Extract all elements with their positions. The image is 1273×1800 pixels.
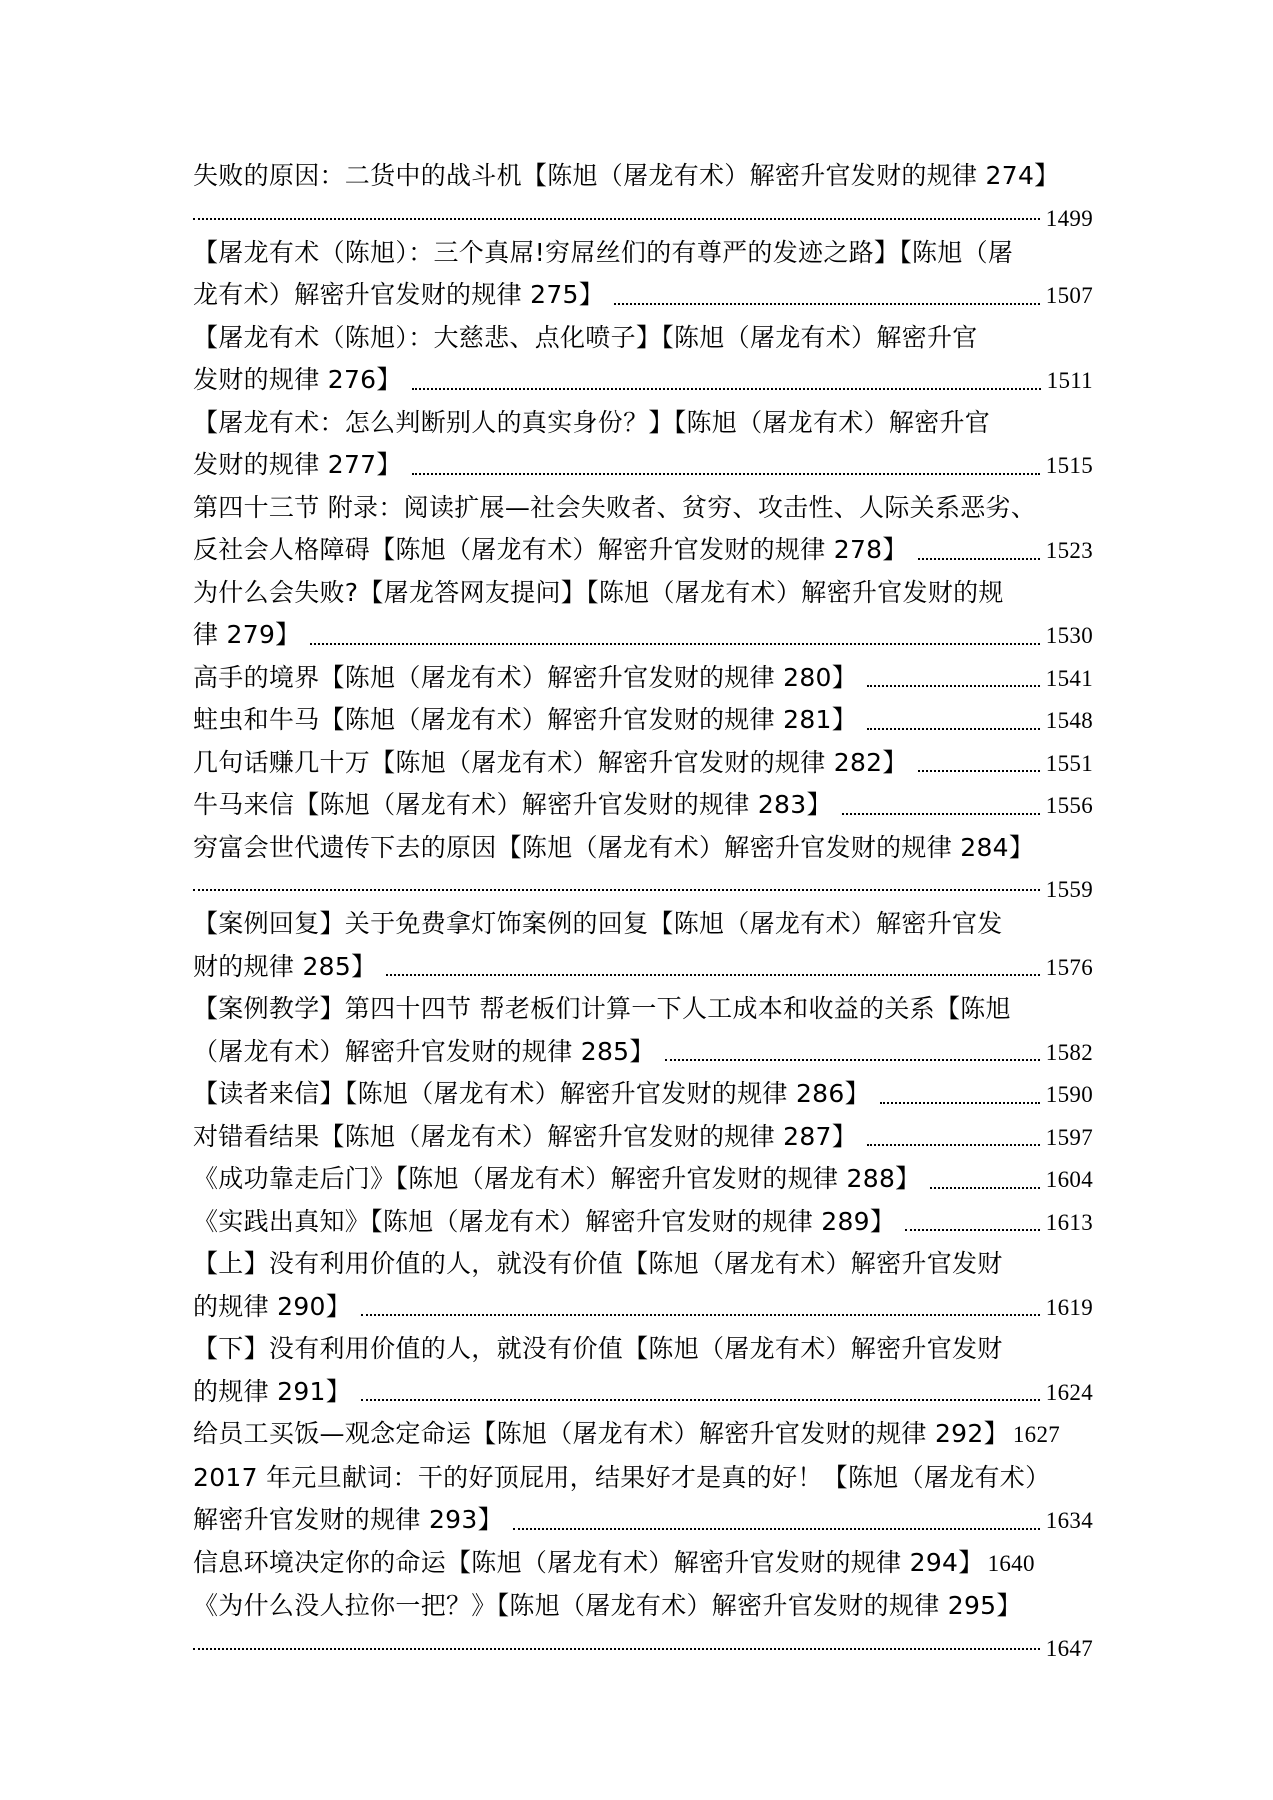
toc-entry[interactable] xyxy=(193,155,1093,232)
dot-leader xyxy=(513,1528,1040,1530)
dot-leader xyxy=(361,1399,1040,1401)
dot-leader xyxy=(665,1059,1040,1061)
dot-leader xyxy=(193,218,1040,220)
toc-entry[interactable] xyxy=(193,1328,1093,1413)
dot-leader xyxy=(918,770,1040,772)
toc-entry[interactable] xyxy=(193,1116,1093,1159)
toc-entry-title: （屠龙有术）解密升官发财的规律 285】 xyxy=(193,1036,655,1066)
toc-entry-title-line: 【屠龙有术（陈旭）：三个真屌!穷屌丝们的有尊严的发迹之路】【陈旭（屠 xyxy=(193,237,1014,267)
toc-page-number: 1499 xyxy=(1045,205,1093,231)
toc-entry[interactable] xyxy=(193,232,1093,317)
dot-leader xyxy=(867,1144,1040,1146)
toc-entry-title: 蛀虫和牛马【陈旭（屠龙有术）解密升官发财的规律 281】 xyxy=(193,705,858,734)
toc-entry-title: 发财的规律 276】 xyxy=(193,365,402,394)
toc-entry[interactable] xyxy=(193,402,1093,487)
toc-page-number: 1627 xyxy=(1012,1422,1061,1447)
toc-entry[interactable] xyxy=(193,1542,1093,1586)
table-of-contents xyxy=(193,155,1093,1662)
toc-entry-title-line: 【屠龙有术：怎么判断别人的真实身份？】【陈旭（屠龙有术）解密升官 xyxy=(193,407,991,437)
dot-leader xyxy=(412,473,1040,475)
toc-entry-title: 的规律 291】 xyxy=(193,1376,352,1406)
toc-page-number: 1507 xyxy=(1045,283,1093,308)
toc-entry-title: 高手的境界【陈旭（屠龙有术）解密升官发财的规律 280】 xyxy=(193,662,858,692)
toc-entry-title-line: 【屠龙有术（陈旭）：大慈悲、点化喷子】【陈旭（屠龙有术）解密升官 xyxy=(193,322,978,352)
toc-page-number: 1559 xyxy=(1045,877,1093,902)
dot-leader xyxy=(412,388,1041,390)
toc-page-number: 1576 xyxy=(1045,954,1093,980)
toc-entry-title: 的规律 290】 xyxy=(193,1291,352,1321)
toc-entry-title: 给员工买饭—观念定命运【陈旭（屠龙有术）解密升官发财的规律 292】 xyxy=(193,1419,1009,1448)
dot-leader xyxy=(386,974,1039,976)
toc-entry[interactable] xyxy=(193,699,1093,742)
toc-page-number: 1604 xyxy=(1045,1167,1093,1192)
toc-page-number: 1634 xyxy=(1045,1508,1093,1533)
dot-leader xyxy=(918,558,1040,560)
dot-leader xyxy=(930,1187,1039,1189)
dot-leader xyxy=(193,1648,1040,1650)
toc-page-number: 1523 xyxy=(1045,538,1093,563)
toc-page-number: 1640 xyxy=(987,1550,1035,1576)
toc-entry[interactable] xyxy=(193,1585,1093,1662)
toc-page-number: 1624 xyxy=(1045,1379,1093,1405)
toc-entry[interactable] xyxy=(193,1413,1093,1457)
toc-page-number: 1515 xyxy=(1045,453,1093,478)
toc-entry-title-line: 2017 年元旦献词：干的好顶屁用，结果好才是真的好！【陈旭（屠龙有术） xyxy=(193,1462,1051,1492)
toc-entry-title: 律 279】 xyxy=(193,620,301,649)
toc-entry[interactable] xyxy=(193,1201,1093,1244)
dot-leader xyxy=(867,728,1040,730)
toc-entry-title: 龙有术）解密升官发财的规律 275】 xyxy=(193,280,605,309)
toc-page-number: 1530 xyxy=(1045,623,1093,648)
toc-entry-title-line: 《为什么没人拉你一把？》【陈旭（屠龙有术）解密升官发财的规律 295】 xyxy=(193,1591,1022,1620)
toc-page-number: 1551 xyxy=(1045,750,1093,776)
toc-page-number: 1548 xyxy=(1045,708,1093,733)
toc-entry[interactable] xyxy=(193,1073,1093,1116)
toc-entry-title: 财的规律 285】 xyxy=(193,951,377,981)
toc-entry-title-line: 为什么会失败?【屠龙答网友提问】【陈旭（屠龙有术）解密升官发财的规 xyxy=(193,577,1004,607)
toc-entry[interactable] xyxy=(193,1243,1093,1328)
toc-entry-title-line: 穷富会世代遗传下去的原因【陈旭（屠龙有术）解密升官发财的规律 284】 xyxy=(193,832,1035,862)
toc-entry[interactable] xyxy=(193,988,1093,1073)
toc-entry[interactable] xyxy=(193,1457,1093,1542)
toc-entry-title-line: 失败的原因：二货中的战斗机【陈旭（屠龙有术）解密升官发财的规律 274】 xyxy=(193,161,1060,190)
toc-entry-title: 几句话赚几十万【陈旭（屠龙有术）解密升官发财的规律 282】 xyxy=(193,747,908,777)
toc-entry[interactable] xyxy=(193,742,1093,785)
toc-entry[interactable] xyxy=(193,1158,1093,1201)
dot-leader xyxy=(614,303,1040,305)
toc-page-number: 1597 xyxy=(1045,1124,1093,1150)
toc-entry[interactable] xyxy=(193,317,1093,402)
toc-entry-title: 对错看结果【陈旭（屠龙有术）解密升官发财的规律 287】 xyxy=(193,1121,858,1151)
toc-page-number: 1613 xyxy=(1045,1209,1093,1235)
toc-entry-title: 信息环境决定你的命运【陈旭（屠龙有术）解密升官发财的规律 294】 xyxy=(193,1547,984,1577)
toc-page-number: 1582 xyxy=(1045,1039,1093,1065)
dot-leader xyxy=(905,1229,1040,1231)
toc-page-number: 1647 xyxy=(1045,1635,1093,1661)
toc-entry-title-line: 第四十三节 附录：阅读扩展—社会失败者、贫穷、攻击性、人际关系恶劣、 xyxy=(193,492,1037,522)
dot-leader xyxy=(310,643,1039,645)
toc-entry[interactable] xyxy=(193,572,1093,657)
toc-page-number: 1541 xyxy=(1045,665,1093,691)
toc-entry-title-line: 【案例回复】关于免费拿灯饰案例的回复【陈旭（屠龙有术）解密升官发 xyxy=(193,909,1003,938)
toc-entry-title: 《实践出真知》【陈旭（屠龙有术）解密升官发财的规律 289】 xyxy=(193,1206,896,1236)
toc-entry-title: 牛马来信【陈旭（屠龙有术）解密升官发财的规律 283】 xyxy=(193,790,832,819)
toc-entry[interactable] xyxy=(193,487,1093,572)
dot-leader xyxy=(842,813,1040,815)
toc-entry-title: 【读者来信】【陈旭（屠龙有术）解密升官发财的规律 286】 xyxy=(193,1079,870,1108)
toc-page-number: 1556 xyxy=(1045,793,1093,818)
toc-entry-title-line: 【案例教学】第四十四节 帮老板们计算一下人工成本和收益的关系【陈旭 xyxy=(193,994,1011,1023)
dot-leader xyxy=(867,685,1040,687)
toc-entry-title-line: 【下】没有利用价值的人，就没有价值【陈旭（屠龙有术）解密升官发财 xyxy=(193,1334,1003,1363)
toc-entry[interactable] xyxy=(193,903,1093,988)
toc-entry[interactable] xyxy=(193,784,1093,827)
toc-entry-title: 《成功靠走后门》【陈旭（屠龙有术）解密升官发财的规律 288】 xyxy=(193,1164,921,1193)
dot-leader xyxy=(880,1102,1040,1104)
toc-entry-title-line: 【上】没有利用价值的人，就没有价值【陈旭（屠龙有术）解密升官发财 xyxy=(193,1249,1003,1278)
toc-entry-title: 解密升官发财的规律 293】 xyxy=(193,1505,503,1534)
toc-page-number: 1590 xyxy=(1045,1082,1093,1107)
toc-entry[interactable] xyxy=(193,827,1093,904)
dot-leader xyxy=(193,889,1040,891)
toc-entry-title: 反社会人格障碍【陈旭（屠龙有术）解密升官发财的规律 278】 xyxy=(193,535,908,564)
toc-entry-title: 发财的规律 277】 xyxy=(193,450,402,479)
dot-leader xyxy=(361,1314,1040,1316)
toc-page-number: 1511 xyxy=(1046,368,1093,393)
toc-page-number: 1619 xyxy=(1045,1294,1093,1320)
toc-entry[interactable] xyxy=(193,657,1093,700)
